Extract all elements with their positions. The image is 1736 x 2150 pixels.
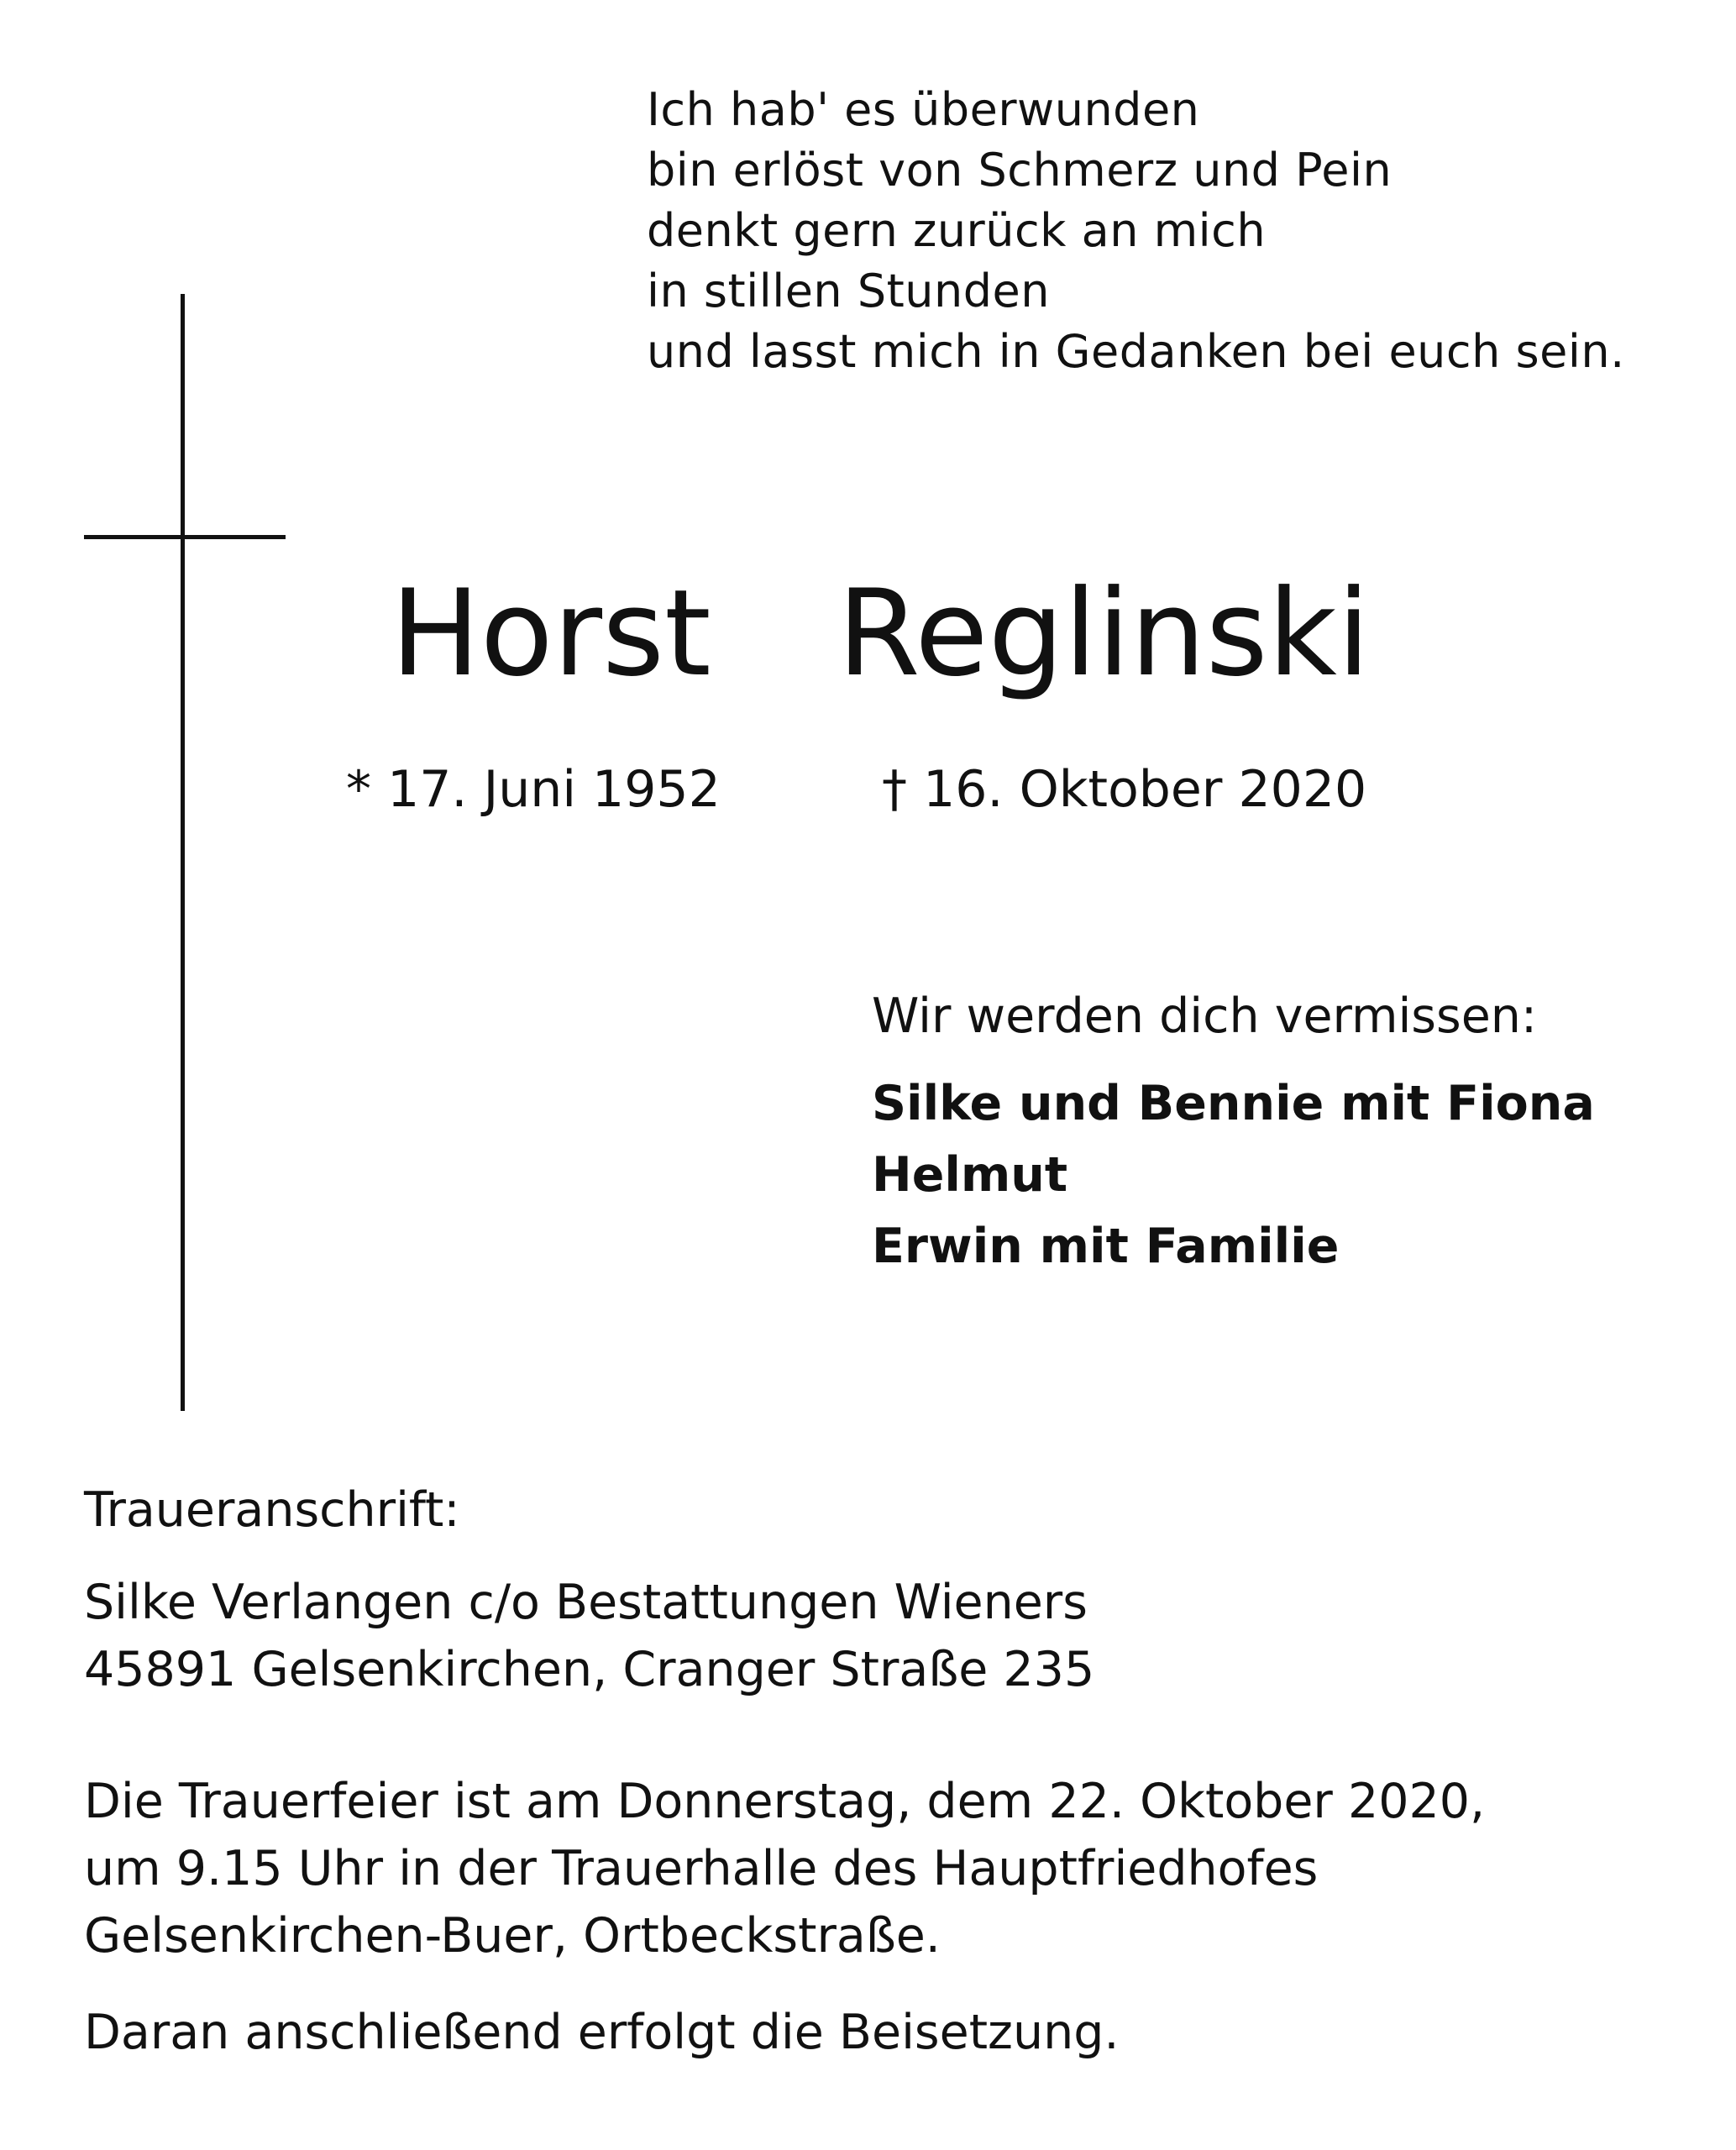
- cross-vertical-bar: [181, 294, 185, 1411]
- poem-line: bin erlöst von Schmerz und Pein: [647, 144, 1392, 197]
- poem-line: Ich hab' es überwunden: [647, 83, 1200, 136]
- mourner-name: Helmut: [872, 1147, 1068, 1203]
- address-line: Silke Verlangen c/o Bestattungen Wieners: [84, 1575, 1088, 1630]
- poem-line: denkt gern zurück an mich: [647, 204, 1267, 257]
- burial-note: Daran anschließend erfolgt die Beisetzung.: [84, 2005, 1120, 2060]
- ceremony-info: [84, 1768, 1485, 1969]
- death-date: † 16. Oktober 2020: [882, 760, 1367, 819]
- ceremony-line: Die Trauerfeier ist am Donnerstag, dem 22. Oktober 2020,: [84, 1774, 1486, 1829]
- birth-date: * 17. Juni 1952: [346, 760, 721, 819]
- poem-line: in stillen Stunden: [647, 265, 1050, 317]
- ceremony-line: Gelsenkirchen-Buer, Ortbeckstraße.: [84, 1908, 941, 1964]
- ceremony-line: um 9.15 Uhr in der Trauerhalle des Hauptfriedhofes: [84, 1841, 1319, 1896]
- mourning-address: [84, 1476, 1094, 1703]
- mourners-intro: Wir werden dich vermissen:: [872, 988, 1538, 1044]
- address-label: Traueranschrift:: [84, 1482, 460, 1538]
- mourners-section: [872, 983, 1595, 1282]
- cross-horizontal-bar: [84, 535, 286, 539]
- deceased-name: Horst Reglinski: [391, 564, 1371, 703]
- mourner-name: Silke und Bennie mit Fiona: [872, 1076, 1595, 1131]
- poem: [647, 80, 1625, 382]
- address-line: 45891 Gelsenkirchen, Cranger Straße 235: [84, 1642, 1095, 1697]
- mourner-name: Erwin mit Familie: [872, 1219, 1340, 1274]
- poem-line: und lasst mich in Gedanken bei euch sein.: [647, 325, 1625, 378]
